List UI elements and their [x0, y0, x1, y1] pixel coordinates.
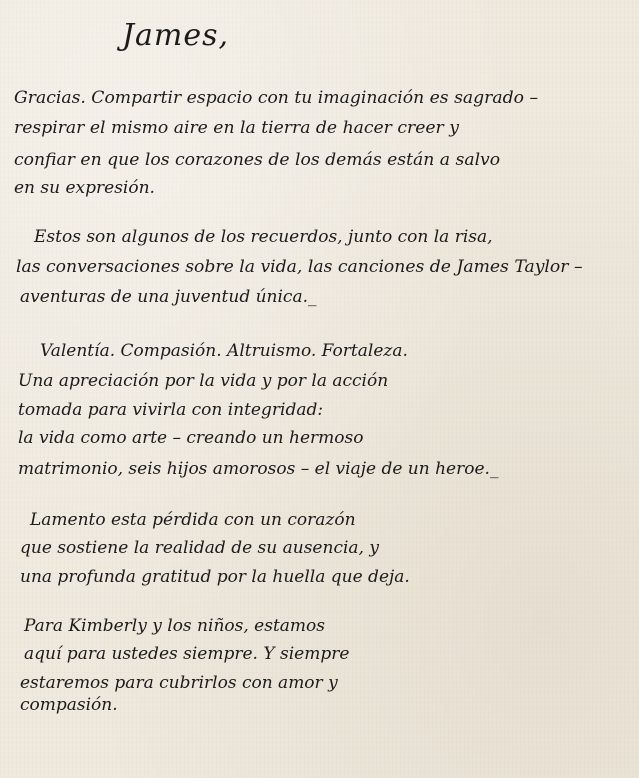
letter-line: compasión. — [20, 695, 118, 715]
letter-line: las conversaciones sobre la vida, las canciones de James Taylor – — [16, 257, 583, 277]
letter-line: aquí para ustedes siempre. Y siempre — [24, 644, 350, 664]
letter-line: Lamento esta pérdida con un corazón — [30, 510, 356, 530]
letter-line: respirar el mismo aire en la tierra de hacer creer y — [14, 118, 459, 138]
letter-line: aventuras de una juventud única._ — [20, 287, 317, 307]
letter-line: Valentía. Compasión. Altruismo. Fortaleza. — [40, 341, 408, 361]
letter-line: una profunda gratitud por la huella que deja. — [20, 567, 410, 587]
letter-line: Gracias. Compartir espacio con tu imaginación es sagrado – — [14, 88, 539, 108]
letter-line: que sostiene la realidad de su ausencia, y — [20, 538, 379, 558]
letter-line: confiar en que los corazones de los demás están a salvo — [14, 150, 501, 170]
letter-line: en su expresión. — [14, 178, 155, 198]
letter-line: Estos son algunos de los recuerdos, junto con la risa, — [34, 227, 493, 247]
letter-line: estaremos para cubrirlos con amor y — [20, 673, 338, 693]
letter-line: Para Kimberly y los niños, estamos — [24, 616, 325, 636]
letter-line: Una apreciación por la vida y por la acción — [18, 371, 389, 391]
letter-line: tomada para vivirla con integridad: — [18, 400, 324, 420]
letter-line: matrimonio, seis hijos amorosos – el viaje de un heroe._ — [18, 459, 499, 479]
letter-line: la vida como arte – creando un hermoso — [18, 428, 364, 448]
salutation: James, — [122, 18, 230, 53]
